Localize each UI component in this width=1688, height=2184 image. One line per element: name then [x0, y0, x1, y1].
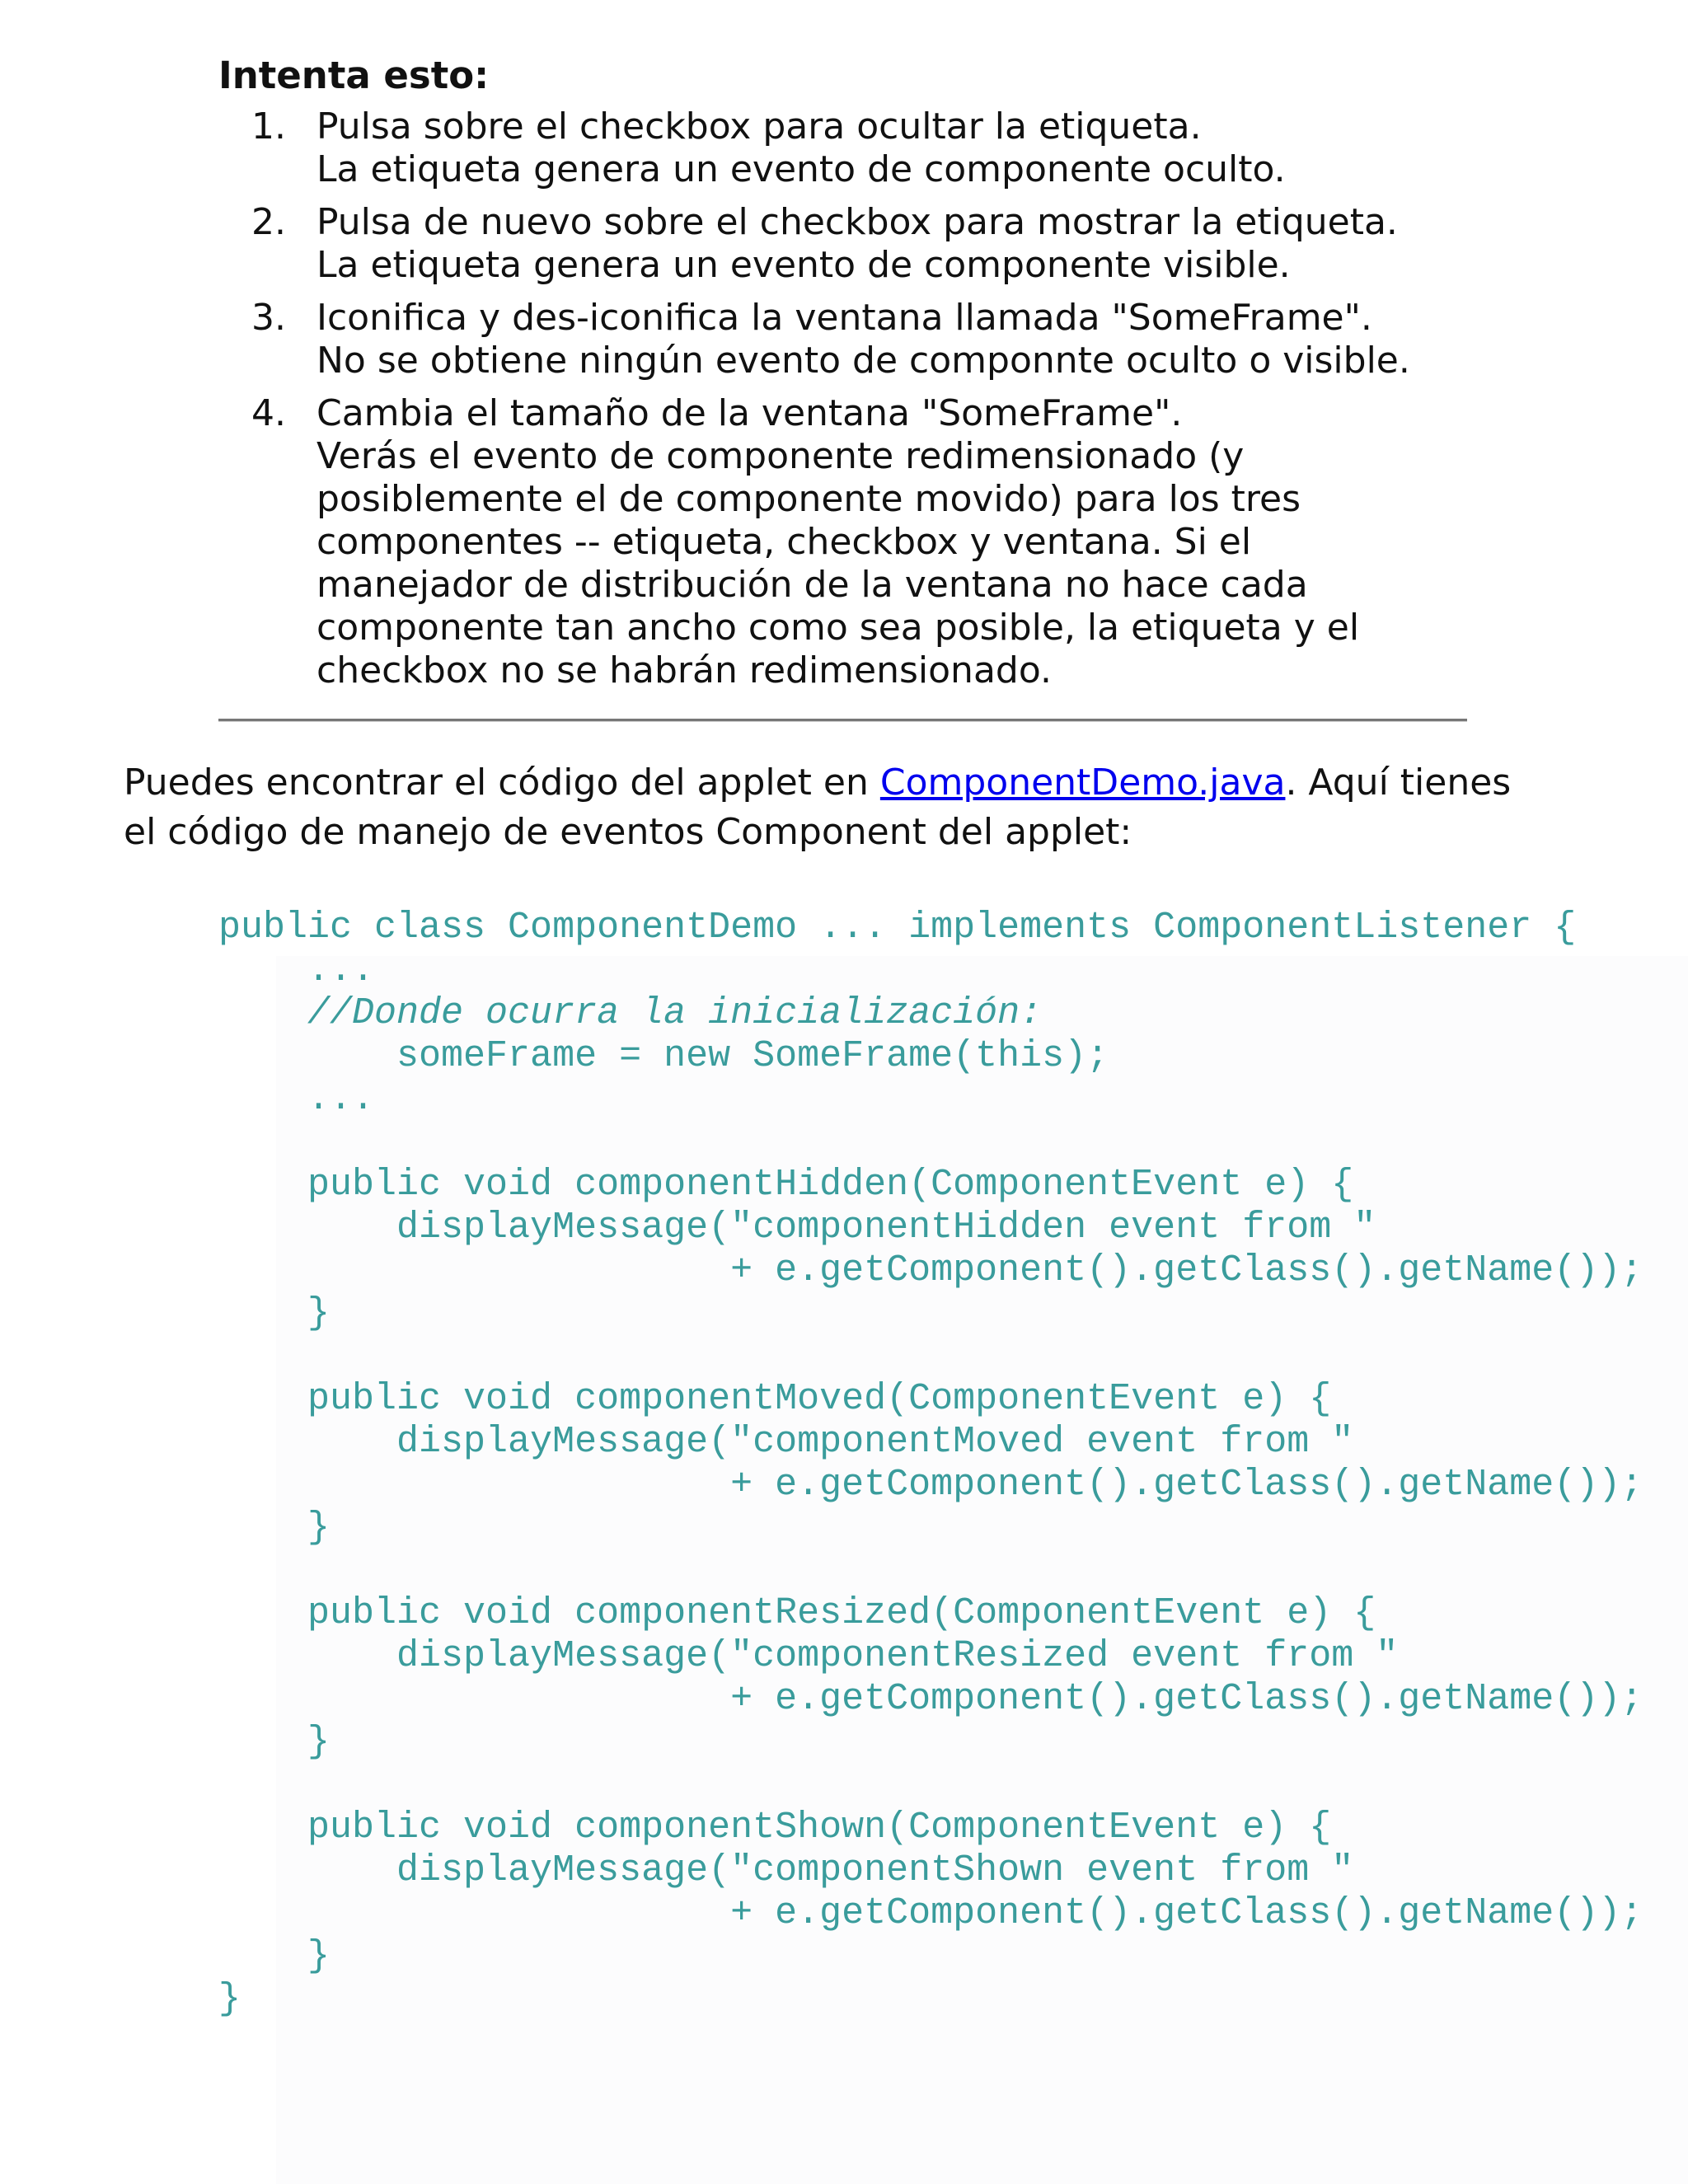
code-block: [218, 907, 1643, 2021]
code-line: public void componentMoved(ComponentEvent e) {: [218, 1378, 1332, 1420]
code-line: displayMessage("componentResized event from ": [218, 1635, 1399, 1677]
list-item: [218, 297, 1471, 382]
list-item: [218, 105, 1471, 191]
code-line: }: [218, 1978, 241, 2020]
code-line: + e.getComponent().getClass().getName());: [218, 1464, 1643, 1506]
code-line: displayMessage("componentMoved event from ": [218, 1421, 1354, 1463]
code-line: public void componentShown(ComponentEvent e) {: [218, 1807, 1332, 1849]
step-text: Cambia el tamaño de la ventana "SomeFrame".: [316, 392, 1183, 434]
code-line: displayMessage("componentShown event from ": [218, 1849, 1354, 1891]
intro-paragraph: [124, 758, 1624, 857]
list-item: [218, 201, 1471, 287]
code-line: [218, 1764, 1643, 1807]
step-text: Pulsa sobre el checkbox para ocultar la etiqueta.: [316, 105, 1202, 148]
code-line: ...: [218, 1078, 375, 1120]
code-line: [218, 1549, 1643, 1592]
source-file-link[interactable]: ComponentDemo.java: [879, 762, 1286, 804]
list-number: 3.: [251, 297, 286, 339]
step-text: La etiqueta genera un evento de componente oculto.: [316, 148, 1286, 190]
list-number: 1.: [251, 105, 286, 148]
code-line: + e.getComponent().getClass().getName());: [218, 1678, 1643, 1720]
code-line: public void componentHidden(ComponentEvent e) {: [218, 1164, 1354, 1206]
code-line: [218, 1121, 1643, 1164]
step-text: posiblemente el de componente movido) para los tres: [316, 478, 1301, 520]
list-item: [218, 392, 1471, 692]
code-line: someFrame = new SomeFrame(this);: [218, 1035, 1109, 1077]
list-number: 4.: [251, 392, 286, 434]
horizontal-divider: [218, 719, 1467, 722]
intro-text: el código de manejo de eventos Component del applet:: [124, 811, 1132, 853]
code-line: [218, 1335, 1643, 1378]
code-line: + e.getComponent().getClass().getName());: [218, 1892, 1643, 1934]
code-line: }: [218, 1507, 331, 1549]
code-line: public class ComponentDemo ... implements ComponentListener {: [218, 907, 1577, 949]
instruction-list: [218, 105, 1471, 702]
code-line: public void componentResized(ComponentEvent e) {: [218, 1592, 1376, 1634]
step-text: checkbox no se habrán redimensionado.: [316, 649, 1052, 691]
intro-text: . Aquí tienes: [1285, 762, 1512, 804]
step-text: No se obtiene ningún evento de componnte oculto o visible.: [316, 340, 1410, 382]
section-heading: Intenta esto:: [218, 54, 490, 97]
step-text: Iconifica y des-iconifica la ventana llamada "SomeFrame".: [316, 297, 1372, 339]
code-line: }: [218, 1292, 331, 1334]
code-line: ...: [218, 949, 375, 991]
step-text: Verás el evento de componente redimensionado (y: [316, 435, 1245, 477]
code-line: displayMessage("componentHidden event from ": [218, 1207, 1376, 1249]
code-line: }: [218, 1721, 331, 1763]
code-line: + e.getComponent().getClass().getName());: [218, 1249, 1643, 1291]
step-text: Pulsa de nuevo sobre el checkbox para mostrar la etiqueta.: [316, 201, 1398, 243]
list-number: 2.: [251, 201, 286, 243]
step-text: La etiqueta genera un evento de componente visible.: [316, 244, 1291, 286]
intro-text: Puedes encontrar el código del applet en: [124, 762, 880, 804]
code-line: }: [218, 1935, 331, 1977]
step-text: componentes -- etiqueta, checkbox y ventana. Si el: [316, 521, 1252, 563]
step-text: manejador de distribución de la ventana no hace cada: [316, 564, 1308, 606]
code-comment: //Donde ocurra la inicialización:: [218, 992, 1043, 1034]
step-text: componente tan ancho como sea posible, la etiqueta y el: [316, 607, 1360, 649]
